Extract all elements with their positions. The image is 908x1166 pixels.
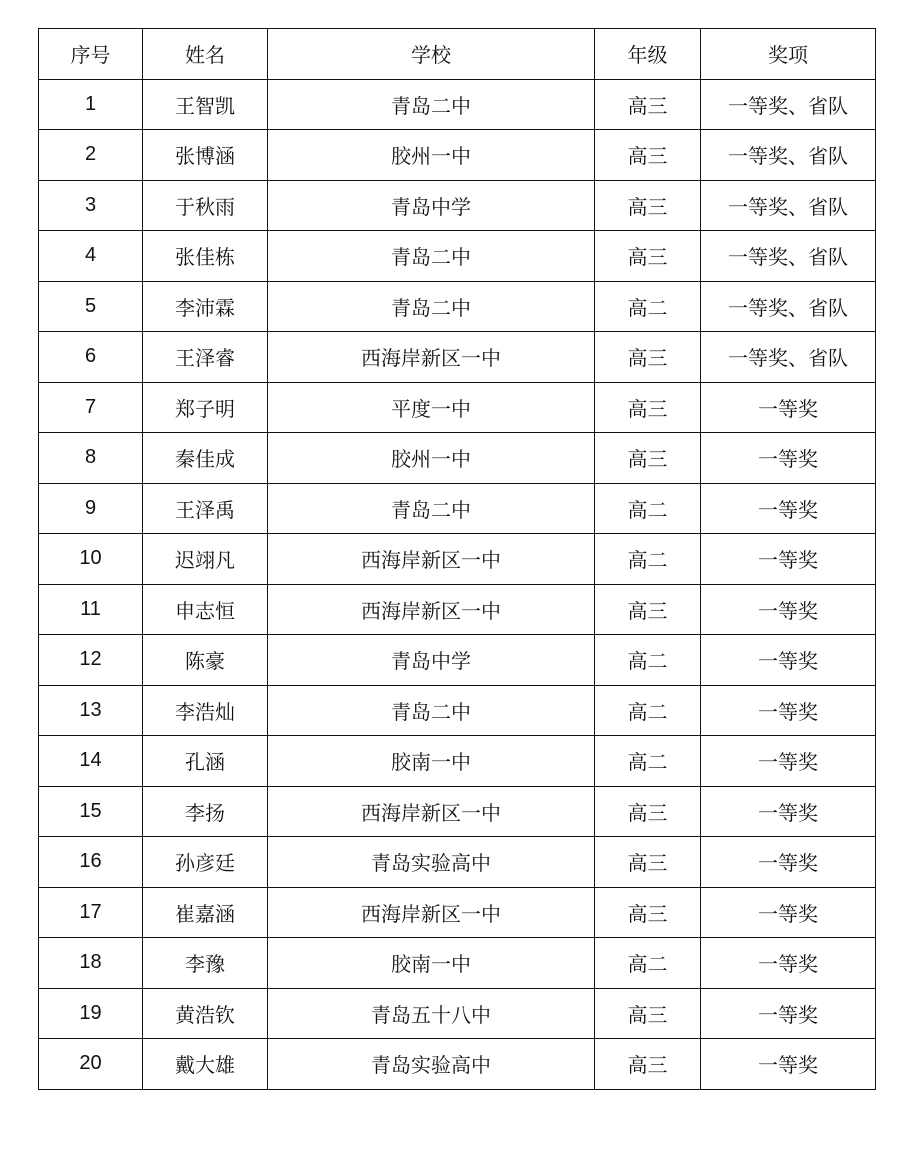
cell-no: 6 xyxy=(39,332,143,383)
table-row xyxy=(39,635,876,686)
cell-name: 郑子明 xyxy=(143,382,268,433)
cell-award: 一等奖、省队 xyxy=(701,130,876,181)
table-row xyxy=(39,837,876,888)
cell-grade: 高三 xyxy=(595,837,701,888)
cell-award: 一等奖 xyxy=(701,584,876,635)
cell-no: 15 xyxy=(39,786,143,837)
table-row xyxy=(39,736,876,787)
cell-grade: 高二 xyxy=(595,685,701,736)
cell-no: 3 xyxy=(39,180,143,231)
cell-award: 一等奖、省队 xyxy=(701,231,876,282)
cell-name: 张博涵 xyxy=(143,130,268,181)
cell-name: 崔嘉涵 xyxy=(143,887,268,938)
cell-school: 西海岸新区一中 xyxy=(268,786,595,837)
cell-grade: 高三 xyxy=(595,988,701,1039)
cell-no: 2 xyxy=(39,130,143,181)
cell-no: 8 xyxy=(39,433,143,484)
cell-award: 一等奖 xyxy=(701,736,876,787)
table-row xyxy=(39,332,876,383)
header-award: 奖项 xyxy=(701,29,876,80)
cell-no: 5 xyxy=(39,281,143,332)
table-row xyxy=(39,988,876,1039)
table-row xyxy=(39,483,876,534)
table-row xyxy=(39,1039,876,1090)
cell-award: 一等奖 xyxy=(701,685,876,736)
cell-no: 7 xyxy=(39,382,143,433)
cell-no: 16 xyxy=(39,837,143,888)
header-row xyxy=(39,29,876,80)
cell-no: 18 xyxy=(39,938,143,989)
cell-grade: 高二 xyxy=(595,938,701,989)
cell-name: 王泽禹 xyxy=(143,483,268,534)
cell-school: 青岛二中 xyxy=(268,685,595,736)
cell-grade: 高三 xyxy=(595,1039,701,1090)
cell-no: 14 xyxy=(39,736,143,787)
cell-school: 胶州一中 xyxy=(268,130,595,181)
cell-grade: 高三 xyxy=(595,433,701,484)
table-row xyxy=(39,685,876,736)
cell-grade: 高二 xyxy=(595,483,701,534)
cell-school: 青岛实验高中 xyxy=(268,1039,595,1090)
cell-name: 申志恒 xyxy=(143,584,268,635)
cell-school: 西海岸新区一中 xyxy=(268,584,595,635)
cell-no: 12 xyxy=(39,635,143,686)
cell-name: 孙彦廷 xyxy=(143,837,268,888)
cell-award: 一等奖、省队 xyxy=(701,180,876,231)
table-body xyxy=(39,79,876,1089)
header-school: 学校 xyxy=(268,29,595,80)
cell-grade: 高三 xyxy=(595,79,701,130)
cell-school: 西海岸新区一中 xyxy=(268,534,595,585)
header-name: 姓名 xyxy=(143,29,268,80)
table-row xyxy=(39,130,876,181)
cell-award: 一等奖 xyxy=(701,1039,876,1090)
cell-school: 平度一中 xyxy=(268,382,595,433)
cell-name: 黄浩钦 xyxy=(143,988,268,1039)
cell-name: 于秋雨 xyxy=(143,180,268,231)
cell-award: 一等奖 xyxy=(701,938,876,989)
cell-grade: 高三 xyxy=(595,382,701,433)
cell-school: 青岛二中 xyxy=(268,231,595,282)
cell-no: 9 xyxy=(39,483,143,534)
cell-school: 青岛二中 xyxy=(268,483,595,534)
table-row xyxy=(39,534,876,585)
award-list-sheet xyxy=(38,28,876,1090)
cell-no: 10 xyxy=(39,534,143,585)
header-grade: 年级 xyxy=(595,29,701,80)
cell-award: 一等奖 xyxy=(701,786,876,837)
table-row xyxy=(39,180,876,231)
cell-grade: 高三 xyxy=(595,332,701,383)
cell-award: 一等奖、省队 xyxy=(701,332,876,383)
award-table xyxy=(38,28,876,1090)
cell-no: 11 xyxy=(39,584,143,635)
cell-grade: 高三 xyxy=(595,584,701,635)
cell-award: 一等奖、省队 xyxy=(701,79,876,130)
header-no: 序号 xyxy=(39,29,143,80)
cell-award: 一等奖 xyxy=(701,382,876,433)
table-row xyxy=(39,281,876,332)
cell-no: 1 xyxy=(39,79,143,130)
cell-grade: 高三 xyxy=(595,786,701,837)
cell-name: 秦佳成 xyxy=(143,433,268,484)
cell-name: 王泽睿 xyxy=(143,332,268,383)
cell-award: 一等奖 xyxy=(701,887,876,938)
cell-school: 胶州一中 xyxy=(268,433,595,484)
cell-award: 一等奖 xyxy=(701,635,876,686)
table-row xyxy=(39,786,876,837)
table-row xyxy=(39,79,876,130)
cell-school: 青岛中学 xyxy=(268,180,595,231)
table-row xyxy=(39,433,876,484)
cell-name: 李豫 xyxy=(143,938,268,989)
cell-grade: 高三 xyxy=(595,180,701,231)
cell-school: 胶南一中 xyxy=(268,736,595,787)
table-row xyxy=(39,938,876,989)
cell-school: 青岛五十八中 xyxy=(268,988,595,1039)
cell-school: 青岛二中 xyxy=(268,79,595,130)
cell-grade: 高三 xyxy=(595,130,701,181)
cell-name: 迟翊凡 xyxy=(143,534,268,585)
cell-no: 13 xyxy=(39,685,143,736)
cell-grade: 高二 xyxy=(595,534,701,585)
cell-no: 17 xyxy=(39,887,143,938)
cell-no: 20 xyxy=(39,1039,143,1090)
table-row xyxy=(39,382,876,433)
cell-school: 西海岸新区一中 xyxy=(268,332,595,383)
cell-award: 一等奖 xyxy=(701,483,876,534)
cell-school: 青岛二中 xyxy=(268,281,595,332)
cell-name: 李浩灿 xyxy=(143,685,268,736)
cell-no: 4 xyxy=(39,231,143,282)
cell-school: 西海岸新区一中 xyxy=(268,887,595,938)
cell-name: 陈豪 xyxy=(143,635,268,686)
cell-school: 青岛实验高中 xyxy=(268,837,595,888)
cell-name: 孔涵 xyxy=(143,736,268,787)
cell-name: 李沛霖 xyxy=(143,281,268,332)
cell-name: 戴大雄 xyxy=(143,1039,268,1090)
table-row xyxy=(39,231,876,282)
cell-award: 一等奖 xyxy=(701,837,876,888)
cell-award: 一等奖 xyxy=(701,433,876,484)
cell-grade: 高二 xyxy=(595,281,701,332)
cell-school: 胶南一中 xyxy=(268,938,595,989)
table-header xyxy=(39,29,876,80)
cell-school: 青岛中学 xyxy=(268,635,595,686)
cell-award: 一等奖 xyxy=(701,534,876,585)
cell-no: 19 xyxy=(39,988,143,1039)
table-row xyxy=(39,887,876,938)
cell-grade: 高三 xyxy=(595,887,701,938)
cell-award: 一等奖 xyxy=(701,988,876,1039)
cell-name: 李扬 xyxy=(143,786,268,837)
cell-award: 一等奖、省队 xyxy=(701,281,876,332)
cell-name: 张佳栋 xyxy=(143,231,268,282)
cell-grade: 高三 xyxy=(595,231,701,282)
cell-grade: 高二 xyxy=(595,736,701,787)
table-row xyxy=(39,584,876,635)
cell-name: 王智凯 xyxy=(143,79,268,130)
cell-grade: 高二 xyxy=(595,635,701,686)
